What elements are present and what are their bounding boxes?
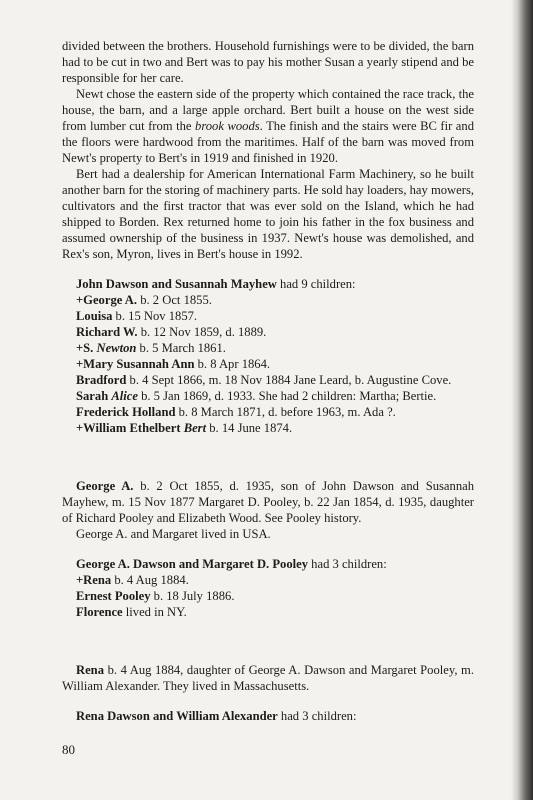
paragraph (62, 478, 474, 526)
john-children-list (62, 292, 474, 436)
text-run: Ernest Pooley (76, 589, 151, 603)
paragraph (62, 166, 474, 262)
child-entry (62, 308, 474, 324)
george-bio (62, 478, 474, 542)
child-entry (62, 420, 474, 436)
text-run: b. 4 Aug 1884. (111, 573, 189, 587)
text-run: Newton (96, 341, 137, 355)
text-run: Bert had a dealership for American International Farm Machinery, so he built another barn for the storing of machinery parts. He sold hay loaders, hay mowers, cultivators and the first tractor that was ever sold on the Island, which he had shipped to Borden. Rex returned home to join his father in the fox business and assumed ownership of the business in 1937. Newt's house was demolished, and Rex's son, Myron, lives in Bert's house in 1992. (62, 167, 474, 261)
child-entry (62, 356, 474, 372)
text-run: +Rena (76, 573, 112, 587)
text-run: had 3 children: (308, 557, 387, 571)
text-run: Bert (183, 421, 207, 435)
text-run: Richard W. (76, 325, 138, 339)
child-entry (62, 588, 474, 604)
book-spine-shadow (511, 0, 533, 800)
paragraph (62, 526, 474, 542)
text-run: divided between the brothers. Household furnishings were to be divided, the barn had to be cut in two and Bert was to pay his mother Susan a yearly stipend and be responsible for her care. (62, 39, 475, 85)
rena-family-heading (62, 708, 474, 724)
text-run: +William Ethelbert (76, 421, 184, 435)
text-run: b. 18 July 1886. (150, 589, 235, 603)
child-entry (62, 604, 474, 620)
child-entry (62, 372, 474, 388)
child-entry (62, 572, 474, 588)
text-run: +S. (76, 341, 97, 355)
text-run: b. 2 Oct 1855. (137, 293, 212, 307)
child-entry (62, 388, 474, 404)
text-run: b. 12 Nov 1859, d. 1889. (137, 325, 267, 339)
child-entry (62, 340, 474, 356)
paragraph (62, 662, 474, 694)
text-run: Sarah (76, 389, 112, 403)
text-run: had 9 children: (276, 277, 356, 291)
text-run: . The finish and the stairs were BC fir and the floors were hardwood from the maritimes. Half of the barn was moved from Newt's property to Bert's in 1919 and finished in 1920. (62, 119, 474, 165)
text-run: b. 8 March 1871, d. before 1963, m. Ada ?. (175, 405, 396, 419)
paragraph (62, 38, 474, 86)
page-body (62, 38, 474, 724)
text-run: b. 8 Apr 1864. (194, 357, 271, 371)
text-run: lived in NY. (122, 605, 187, 619)
text-run: George A. and Margaret lived in USA. (76, 527, 271, 541)
text-run: b. 4 Aug 1884, daughter of George A. Dawson and Margaret Pooley, m. William Alexander. They lived in Massachusetts. (62, 663, 474, 693)
child-entry (62, 324, 474, 340)
text-run: George A. (76, 479, 134, 493)
text-run: b. 2 Oct 1855, d. 1935, son of John Dawson and Susannah Mayhew, m. 15 Nov 1877 Margaret D. Pooley, b. 22 Jan 1854, d. 1935, daughter of Richard Pooley and Elizabeth Wood. See Pooley history. (62, 479, 474, 525)
text-run: +Mary Susannah Ann (76, 357, 195, 371)
text-run: brook woods (195, 119, 260, 133)
text-run: Rena Dawson and William Alexander (76, 709, 278, 723)
text-run: b. 15 Nov 1857. (112, 309, 198, 323)
text-run: Frederick Holland (76, 405, 176, 419)
text-run: had 3 children: (277, 709, 357, 723)
child-entry (62, 292, 474, 308)
text-run: Florence (76, 605, 123, 619)
george-family-heading (62, 556, 474, 572)
john-family-heading (62, 276, 474, 292)
text-run: Louisa (76, 309, 113, 323)
page-number: 80 (62, 742, 75, 757)
text-run: b. 14 June 1874. (206, 421, 293, 435)
text-run: b. 5 Jan 1869, d. 1933. She had 2 children: Martha; Bertie. (137, 389, 437, 403)
text-run: Rena (76, 663, 104, 677)
text-run: b. 4 Sept 1866, m. 18 Nov 1884 Jane Leard, b. Augustine Cove. (126, 373, 452, 387)
text-run: +George A. (76, 293, 138, 307)
text-run: Newt chose the eastern side of the property which contained the race track, the house, the barn, and a large apple orchard. Bert built a house on the west side from lumber cut from the (62, 87, 474, 133)
text-run: George A. Dawson and Margaret D. Pooley (76, 557, 309, 571)
paragraph (62, 86, 474, 166)
intro-text (62, 38, 474, 262)
text-run: Bradford (76, 373, 127, 387)
text-run: Alice (111, 389, 138, 403)
rena-bio (62, 662, 474, 694)
text-run: John Dawson and Susannah Mayhew (76, 277, 277, 291)
george-children-list (62, 572, 474, 620)
text-run: b. 5 March 1861. (136, 341, 226, 355)
child-entry (62, 404, 474, 420)
